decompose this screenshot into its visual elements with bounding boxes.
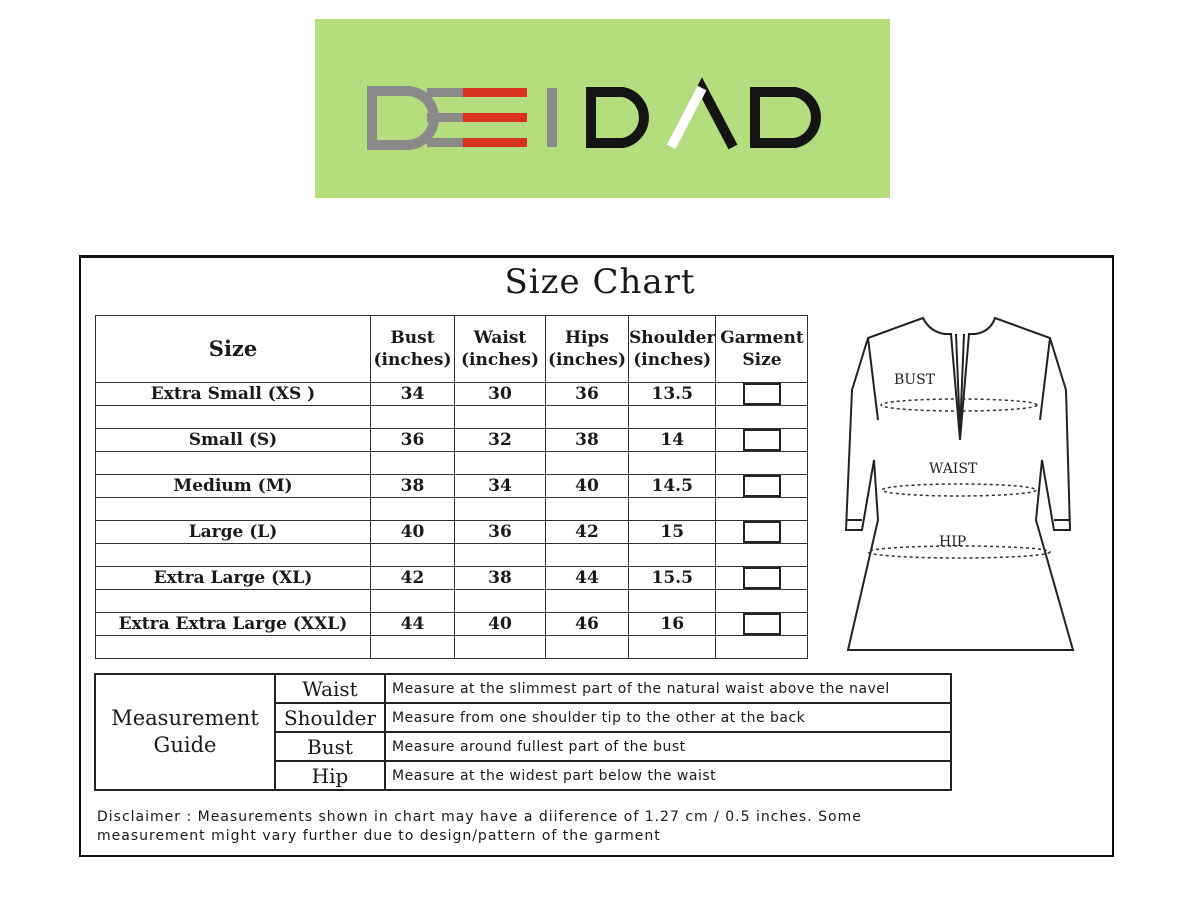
table-row (96, 475, 808, 498)
header-bust: Bust (inches) (371, 316, 455, 383)
logo-letter-i (547, 88, 557, 147)
brand-logo-mark (315, 19, 890, 198)
kurta-outline (846, 318, 1073, 650)
row-waist: 30 (455, 383, 546, 406)
size-table (95, 315, 808, 659)
row-garment (716, 475, 808, 498)
size-table-header (96, 316, 808, 383)
row-bust: 40 (371, 521, 455, 544)
table-row (96, 567, 808, 590)
guide-description: Measure from one shoulder tip to the other at the back (385, 703, 951, 732)
row-shoulder: 16 (629, 613, 716, 636)
row-size: Extra Large (XL) (96, 567, 371, 590)
header-size: Size (96, 316, 371, 383)
guide-row (95, 674, 951, 703)
row-bust: 36 (371, 429, 455, 452)
row-hips: 46 (546, 613, 629, 636)
disclaimer-line: measurement might vary further due to design/pattern of the garment (97, 828, 661, 844)
table-row (96, 521, 808, 544)
row-garment (716, 383, 808, 406)
row-hips: 44 (546, 567, 629, 590)
row-waist: 38 (455, 567, 546, 590)
row-shoulder: 14.5 (629, 475, 716, 498)
disclaimer-line: Disclaimer : Measurements shown in chart may have a diiference of 1.27 cm / 0.5 inches. Some (97, 809, 862, 825)
table-spacer-row (96, 590, 808, 613)
row-hips: 40 (546, 475, 629, 498)
garment-size-checkbox[interactable] (743, 429, 781, 451)
header-waist: Waist (inches) (455, 316, 546, 383)
header-hips: Hips (inches) (546, 316, 629, 383)
row-shoulder: 15 (629, 521, 716, 544)
table-row (96, 613, 808, 636)
garment-size-checkbox[interactable] (743, 475, 781, 497)
guide-description: Measure at the widest part below the waist (385, 761, 951, 790)
garment-size-checkbox[interactable] (743, 567, 781, 589)
logo-letter-e-red (463, 88, 527, 97)
row-bust: 34 (371, 383, 455, 406)
table-spacer-row (96, 636, 808, 659)
row-size: Small (S) (96, 429, 371, 452)
row-hips: 42 (546, 521, 629, 544)
row-shoulder: 13.5 (629, 383, 716, 406)
garment-size-checkbox[interactable] (743, 521, 781, 543)
figure-label-hip: HIP (939, 534, 967, 550)
row-waist: 32 (455, 429, 546, 452)
row-garment (716, 521, 808, 544)
header-garment-size: Garment Size (716, 316, 808, 383)
row-garment (716, 429, 808, 452)
measurement-guide (94, 673, 952, 791)
figure-label-waist: WAIST (929, 461, 978, 477)
logo-letter-d-grey (372, 91, 434, 145)
logo-letter-d-black-2 (755, 92, 816, 143)
guide-term: Bust (275, 732, 385, 761)
row-bust: 44 (371, 613, 455, 636)
row-garment (716, 613, 808, 636)
row-waist: 36 (455, 521, 546, 544)
row-bust: 42 (371, 567, 455, 590)
header-shoulder: Shoulder (inches) (629, 316, 716, 383)
table-row (96, 383, 808, 406)
guide-description: Measure at the slimmest part of the natural waist above the navel (385, 674, 951, 703)
table-spacer-row (96, 498, 808, 521)
row-size: Medium (M) (96, 475, 371, 498)
row-size: Extra Extra Large (XXL) (96, 613, 371, 636)
garment-size-checkbox[interactable] (743, 613, 781, 635)
row-waist: 34 (455, 475, 546, 498)
guide-term: Shoulder (275, 703, 385, 732)
row-hips: 36 (546, 383, 629, 406)
table-row (96, 429, 808, 452)
table-spacer-row (96, 544, 808, 567)
guide-term: Waist (275, 674, 385, 703)
brand-logo (315, 19, 890, 198)
row-hips: 38 (546, 429, 629, 452)
table-spacer-row (96, 452, 808, 475)
kurta-illustration (838, 310, 1088, 665)
row-waist: 40 (455, 613, 546, 636)
garment-size-checkbox[interactable] (743, 383, 781, 405)
row-shoulder: 15.5 (629, 567, 716, 590)
row-bust: 38 (371, 475, 455, 498)
guide-description: Measure around fullest part of the bust (385, 732, 951, 761)
guide-term: Hip (275, 761, 385, 790)
figure-label-bust: BUST (894, 372, 936, 388)
chart-title: Size Chart (504, 262, 696, 302)
table-spacer-row (96, 406, 808, 429)
row-garment (716, 567, 808, 590)
logo-letter-d-black (591, 92, 644, 143)
disclaimer (97, 808, 1057, 846)
row-size: Large (L) (96, 521, 371, 544)
guide-label: Measurement Guide (95, 674, 275, 790)
logo-letter-e-grey (427, 88, 463, 97)
row-shoulder: 14 (629, 429, 716, 452)
row-size: Extra Small (XS ) (96, 383, 371, 406)
